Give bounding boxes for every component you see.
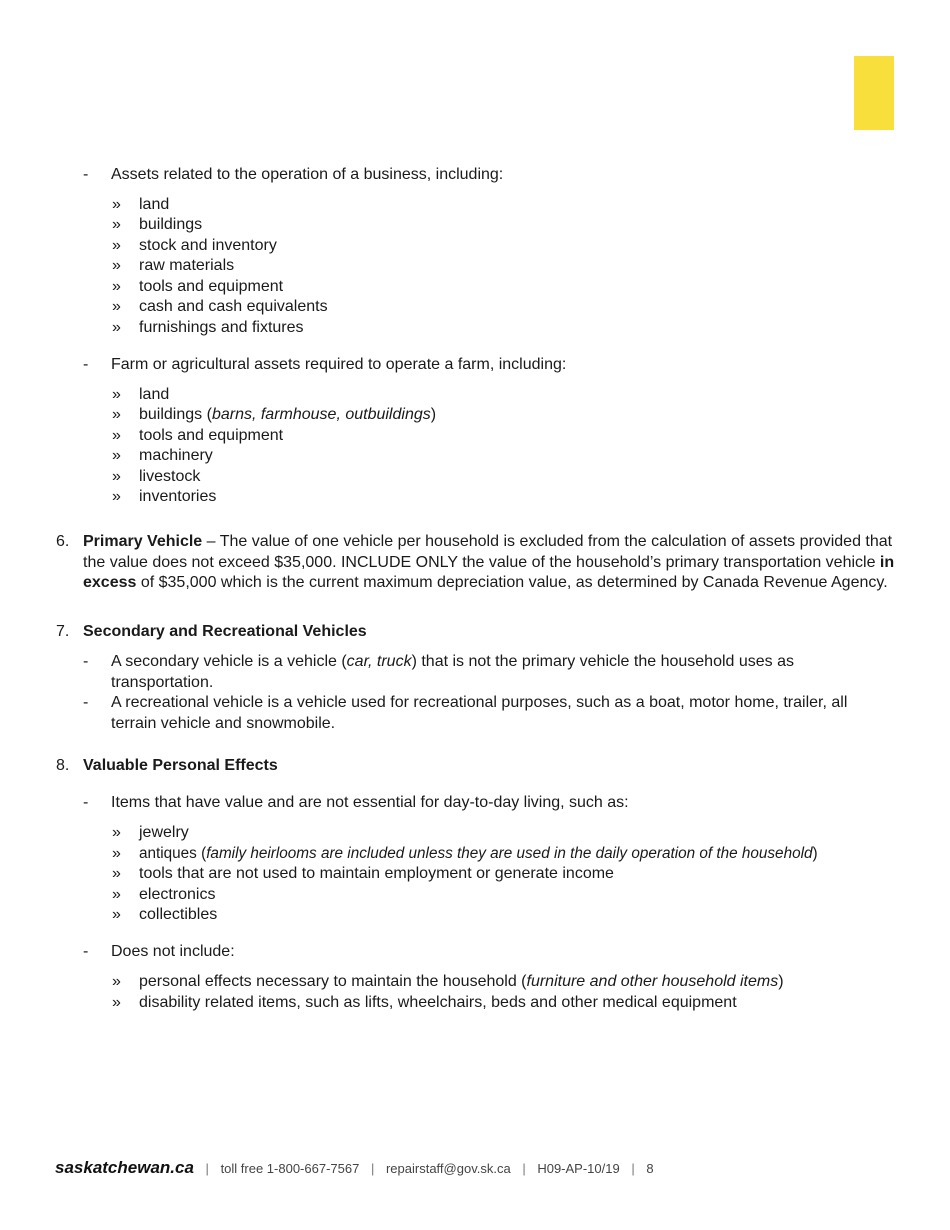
footer-brand[interactable]: saskatchewan.ca xyxy=(55,1158,194,1177)
section-number: 8. xyxy=(56,757,70,774)
list-item: raw materials xyxy=(139,257,235,274)
bullet: » xyxy=(112,319,121,336)
list-item: buildings xyxy=(139,216,203,233)
bullet: » xyxy=(112,216,121,233)
list-item: collectibles xyxy=(139,906,218,923)
section-title: Primary Vehicle xyxy=(83,533,203,550)
list-item: antiques (family heirlooms are included unless they are used in the daily operation of the household) xyxy=(139,845,818,862)
list-item: jewelry xyxy=(139,824,189,841)
section-number: 6. xyxy=(56,533,70,550)
bullet: » xyxy=(112,845,121,862)
list-item: furnishings and fixtures xyxy=(139,319,304,336)
list-item: land xyxy=(139,196,170,213)
dash-bullet: - xyxy=(83,943,89,960)
primary-vehicle-paragraph: Primary Vehicle – The value of one vehicle per household is excluded from the calculation of assets provided that the value does not exceed $35,000. INCLUDE ONLY the value of the household’s primary transportation vehicle in excess of $35,000 which is the current maximum depreciation value, as determined by Canada Revenue Agency. xyxy=(83,533,895,591)
exclusions-intro: Does not include: xyxy=(111,943,235,960)
bullet: » xyxy=(112,447,121,464)
dash-bullet: - xyxy=(83,794,89,811)
secondary-vehicle-text: A secondary vehicle is a vehicle (car, truck) that is not the primary vehicle the household uses as transportation. xyxy=(111,653,795,691)
list-item: stock and inventory xyxy=(139,237,277,254)
bullet: » xyxy=(112,237,121,254)
bullet: » xyxy=(112,488,121,505)
personal-effects-intro: Items that have value and are not essential for day-to-day living, such as: xyxy=(111,794,629,811)
bullet: » xyxy=(112,906,121,923)
list-item: buildings (barns, farmhouse, outbuildings) xyxy=(139,406,437,423)
bullet: » xyxy=(112,427,121,444)
bullet: » xyxy=(112,196,121,213)
list-item: land xyxy=(139,386,170,403)
list-item: personal effects necessary to maintain the household (furniture and other household items) xyxy=(139,973,784,990)
list-item: tools that are not used to maintain employment or generate income xyxy=(139,865,614,882)
footer-phone: toll free 1-800-667-7567 xyxy=(220,1161,360,1176)
list-item: machinery xyxy=(139,447,213,464)
bullet: » xyxy=(112,865,121,882)
bullet: » xyxy=(112,886,121,903)
footer-doc-code: H09-AP-10/19 xyxy=(537,1161,620,1176)
bullet: » xyxy=(112,994,121,1011)
section-title: Secondary and Recreational Vehicles xyxy=(83,623,367,640)
bullet: » xyxy=(112,406,121,423)
list-item: disability related items, such as lifts, wheelchairs, beds and other medical equipment xyxy=(139,994,737,1011)
section-number: 7. xyxy=(56,623,70,640)
page-number: 8 xyxy=(646,1161,654,1176)
dash-bullet: - xyxy=(83,356,89,373)
bullet: » xyxy=(112,468,121,485)
dash-bullet: - xyxy=(83,694,89,711)
dash-bullet: - xyxy=(83,166,89,183)
farm-intro: Farm or agricultural assets required to operate a farm, including: xyxy=(111,356,567,373)
list-item: electronics xyxy=(139,886,216,903)
section-tab-marker xyxy=(854,56,894,130)
recreational-vehicle-text: A recreational vehicle is a vehicle used for recreational purposes, such as a boat, motor home, trailer, all terrain vehicle and snowmobile. xyxy=(111,694,848,732)
footer-email[interactable]: repairstaff@gov.sk.ca xyxy=(385,1161,511,1176)
bullet: » xyxy=(112,278,121,295)
list-item: tools and equipment xyxy=(139,278,284,295)
list-item: tools and equipment xyxy=(139,427,284,444)
bullet: » xyxy=(112,824,121,841)
list-item: livestock xyxy=(139,468,201,485)
bullet: » xyxy=(112,298,121,315)
page-footer: saskatchewan.ca | toll free 1-800-667-7567 | repairstaff@gov.sk.ca | H09-AP-10/19 | 8 xyxy=(55,1158,654,1177)
list-item: cash and cash equivalents xyxy=(139,298,328,315)
section-title: Valuable Personal Effects xyxy=(83,757,278,774)
business-intro: Assets related to the operation of a business, including: xyxy=(111,166,504,183)
bullet: » xyxy=(112,386,121,403)
dash-bullet: - xyxy=(83,653,89,670)
bullet: » xyxy=(112,973,121,990)
list-item: inventories xyxy=(139,488,217,505)
bullet: » xyxy=(112,257,121,274)
